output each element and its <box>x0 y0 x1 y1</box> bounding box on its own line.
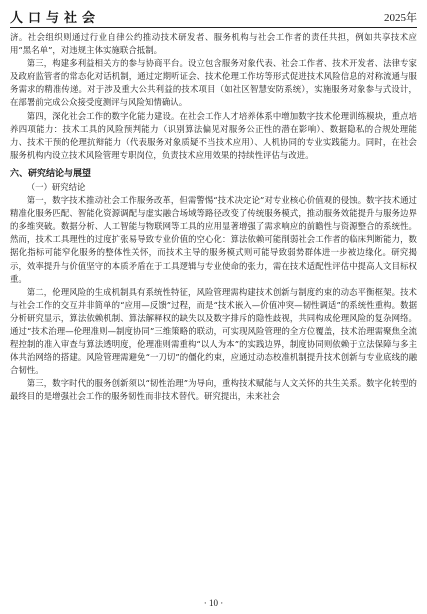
subsection-heading: （一）研究结论 <box>26 181 86 192</box>
page-number: · 10 · <box>203 598 224 608</box>
article-body <box>10 31 417 592</box>
running-header <box>10 5 417 28</box>
paragraph-conclusion-1: 第一，数字技术推动社会工作服务改革，但需警惕“技术决定论”对专业核心价值观的侵蚀。数字技术通过精准化服务匹配、智能化资源调配与虚实融合场域等路径改变了传统服务模式，推动服务效能提升与服务边界的多维突破。数据分析、人工智能与物联网等工具的应用显著增强了需求响应的前瞻性与资源整合的系统性。然而，技术工具理性的过度扩张易导致专业价值的空心化：算法依赖可能削弱社会工作者的临床判断能力，数据化指标可能窄化服务的整体性关怀，而技术主导的服务模式则可能导致弱势群体进一步被边缘化。研究揭示，效率提升与价值坚守的本质矛盾在于工具逻辑与专业使命的张力，需在技术适配性评估中提高人文目标权重。 <box>10 195 417 284</box>
issue-year: 2025年 <box>384 12 417 24</box>
paragraph-fourth-measure: 第四，深化社会工作的数字化能力建设。在社会工作人才培养体系中增加数字技术伦理训练模块，重点培养四项能力：技术工具的风险预判能力（识别算法偏见对服务公正性的潜在影响）、数据隐私的合规处理能力、技术干预的伦理抗辩能力（代表服务对象质疑不当技术应用）、人机协同的专业实践能力。同时，在社会服务机构内设立技术风险管理专职岗位，负责技术应用效果的持续性评估与改进。 <box>10 110 417 160</box>
paragraph-conclusion-3: 第三，数字时代的服务创新须以“韧性治理”为导向，重构技术赋能与人文关怀的共生关系。数字化转型的最终目的是增强社会工作的服务韧性而非技术替代。研究提出，未来社会 <box>10 378 417 402</box>
paragraph-continued: 济。社会组织则通过行业自律公约推动技术研发者、服务机构与社会工作者的责任共担，例如共享技术应用“黑名单”，对违规主体实施联合抵制。 <box>10 32 417 56</box>
journal-title: 人口与社会 <box>10 11 101 26</box>
paragraph-third-measure: 第三，构建多利益相关方的参与协商平台。设立包含服务对象代表、社会工作者、技术开发者、法律专家及政府监管者的常态化对话机制，通过定期听证会、技术伦理工作坊等形式促进技术风险信息的对称流通与服务需求的精准传递。对于涉及重大公共利益的技术项目（如社区智慧安防系统），实施服务对象参与式设计，在部署前完成公众接受度测评与风险知情确认。 <box>10 58 417 108</box>
paragraph-conclusion-2: 第二，伦理风险的生成机制具有系统性特征，风险管理需构建技术创新与制度约束的动态平衡框架。技术与社会工作的交互并非简单的“应用—反馈”过程，而是“技术嵌入—价值冲突—韧性调适”的系统性重构。数据分析研究显示，算法依赖机制、算法解释权的缺失以及数字排斥的隐性歧视，共同构成伦理风险的复杂网络。通过“技术治理—伦理准则—制度协同”三维策略的联动，可实现风险管理的全方位覆盖，技术治理需聚焦全流程控制的准入审查与算法透明度，伦理准则需重构“以人为本”的实践边界，制度协同则依赖于立法保障与多主体共治网络的搭建。风险管理需避免“一刀切”的僵化约束，应通过动态校准机制提升技术创新与专业底线的融合韧性。 <box>10 286 417 376</box>
section-heading: 六、研究结论与展望 <box>10 168 92 179</box>
